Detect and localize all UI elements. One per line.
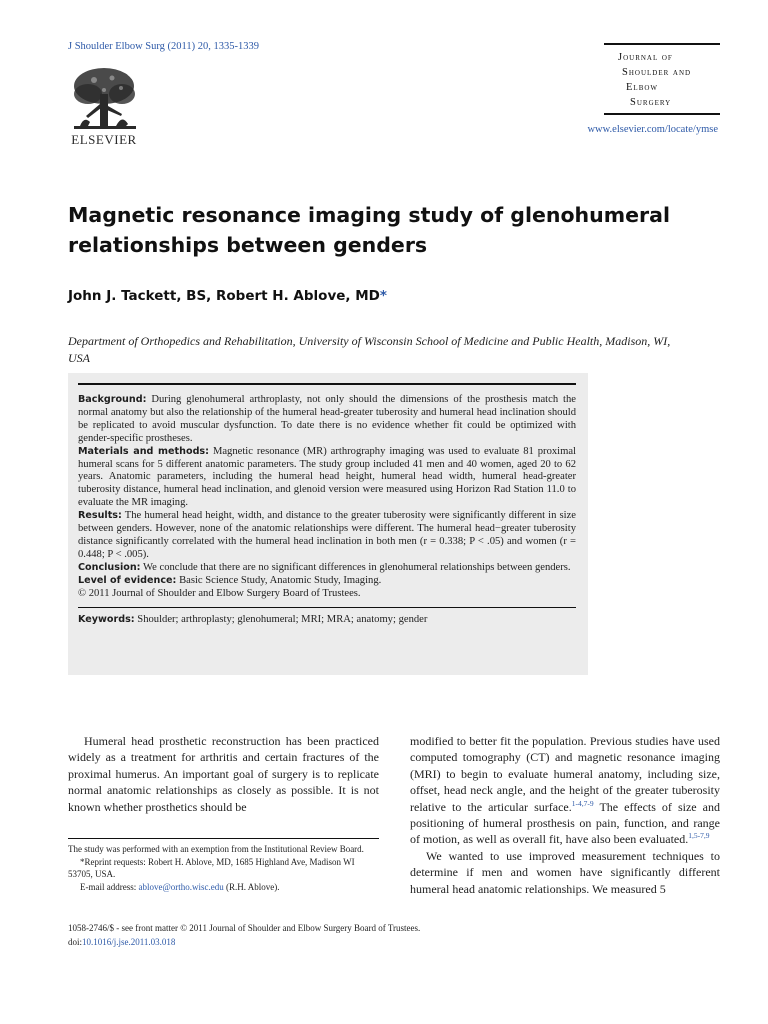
abstract-box — [68, 373, 588, 675]
intro-continuation-text-b: The effects of size and positioning of humeral prosthesis on pain, function, and range of motion, as well as overall fit, have also been evaluated. — [410, 799, 720, 847]
footnotes — [68, 843, 379, 893]
doi-label: doi: — [68, 936, 83, 947]
masthead-line-2: Shoulder and — [622, 67, 692, 78]
abstract-conclusion-label: Conclusion: — [78, 561, 141, 573]
abstract-content — [78, 383, 576, 626]
doi-link[interactable]: 10.1016/j.jse.2011.03.018 — [82, 936, 176, 947]
abstract-results — [78, 510, 576, 562]
footnote-divider — [68, 838, 379, 839]
abstract-background-label: Background: — [78, 394, 147, 405]
abstract-evidence — [78, 575, 576, 588]
abstract-copyright: © 2011 Journal of Shoulder and Elbow Surgery Board of Trustees. — [78, 587, 361, 599]
issn-line: 1058-2746/$ - see front matter © 2011 Journal of Shoulder and Elbow Surgery Board of Trustees. — [68, 923, 421, 933]
page-footer — [68, 922, 420, 949]
keywords-label: Keywords: — [78, 613, 135, 625]
body-column-left — [68, 733, 379, 815]
abstract-background — [78, 394, 576, 446]
intro-continuation-paragraph — [410, 733, 720, 848]
author-affiliation: Department of Orthopedics and Rehabilitation, University of Wisconsin School of Medicine and Public Health, Madison, WI, USA — [68, 334, 671, 365]
corresponding-author-mark[interactable]: * — [379, 288, 387, 304]
masthead-rule-bottom — [604, 113, 720, 115]
abstract-background-text: During glenohumeral arthroplasty, not only should the dimensions of the prosthesis match the normal anatomy but also the relationship of the humeral head-greater tuberosity and humeral head inclination should be replicated to avoid muscular dysfunction. To date there is no evidence whether fit could be optimized with gender-specific prostheses. — [78, 394, 576, 444]
masthead-line-4: Surgery — [630, 97, 672, 108]
intro-paragraph: Humeral head prosthetic reconstruction has been practiced widely as a treatment for arthritis and certain fractures of the proximal humerus. An important goal of surgery is to replicate normal anatomic relationships as closely as possible. It is not known whether prosthetics should be — [68, 734, 379, 814]
footnote-irb: The study was performed with an exemption from the Institutional Review Board. — [68, 844, 364, 854]
masthead-rule-top — [604, 43, 720, 45]
intro-continuation-text-a: modified to better fit the population. Previous studies have used computed tomography (CT) and magnetic resonance imaging (MRI) to begin to evaluate humeral anatomy, including size, offset, head neck angle, and the height of the greater tuberosity relative to the articular surface. — [410, 734, 720, 814]
elsevier-logo — [66, 64, 142, 148]
masthead-line-1: Journal of — [618, 52, 673, 63]
abstract-evidence-text: Basic Science Study, Anatomic Study, Imaging. — [179, 574, 382, 586]
footnote-email-suffix: (R.H. Ablove). — [226, 881, 280, 892]
abstract-conclusion — [78, 562, 576, 575]
author-email-link[interactable]: ablove@ortho.wisc.edu — [138, 881, 224, 892]
footnote-email-label: E-mail address: — [80, 881, 137, 892]
journal-masthead — [604, 43, 720, 115]
journal-url-link[interactable]: www.elsevier.com/locate/ymse — [587, 124, 718, 135]
body-column-right — [410, 733, 720, 897]
keywords-text: Shoulder; arthroplasty; glenohumeral; MRI; MRA; anatomy; gender — [137, 613, 428, 625]
abstract-methods — [78, 446, 576, 511]
footnote-email — [68, 881, 379, 894]
masthead-line-3: Elbow — [626, 82, 659, 93]
aims-paragraph: We wanted to use improved measurement techniques to determine if men and women have significantly different humeral head anatomic relationships. We measured 5 — [410, 848, 720, 896]
abstract-evidence-label: Level of evidence: — [78, 574, 177, 586]
reference-link-1[interactable]: 1-4,7-9 — [571, 798, 594, 808]
doi-line — [68, 936, 420, 950]
author-names: John J. Tackett, BS, Robert H. Ablove, MD — [68, 288, 380, 304]
abstract-results-label: Results: — [78, 510, 122, 522]
reference-link-2[interactable]: 1,5-7,9 — [688, 831, 710, 841]
article-title: Magnetic resonance imaging study of glenohumeral relationships between genders — [68, 203, 670, 257]
abstract-results-text: The humeral head height, width, and distance to the greater tuberosity were significantly different in size between genders. However, none of the anatomic relationships were different. The humeral head−greater tuberosity distance significantly correlated with the humeral head inclination in both men (r = 0.338; P < .05) and women (r = 0.448; P < .005). — [78, 510, 576, 560]
author-list — [68, 288, 387, 304]
keywords-block — [78, 607, 576, 627]
elsevier-tree-icon — [66, 64, 142, 148]
abstract-conclusion-text: We conclude that there are no significant differences in glenohumeral relationships between genders. — [143, 561, 571, 573]
publisher-wordmark: ELSEVIER — [71, 132, 137, 147]
footnote-reprint: *Reprint requests: Robert H. Ablove, MD, 1685 Highland Ave, Madison WI 53705, USA. — [68, 856, 355, 879]
abstract-methods-text: Magnetic resonance (MR) arthrography imaging was used to evaluate 81 proximal humeral scans for 5 different anatomic parameters. The study group included 41 men and 40 women, aged 20 to 62 years. Anatomic parameters, including the humeral head height, humeral head width, humeral head-greater tuberosity distance, humeral head inclination, and glenoid version were measured using Horizon Rad Station 11.0 to evaluate the MR imaging. — [78, 445, 576, 509]
abstract-methods-label: Materials and methods: — [78, 445, 209, 457]
journal-citation-link[interactable]: J Shoulder Elbow Surg (2011) 20, 1335-1339 — [68, 41, 260, 52]
